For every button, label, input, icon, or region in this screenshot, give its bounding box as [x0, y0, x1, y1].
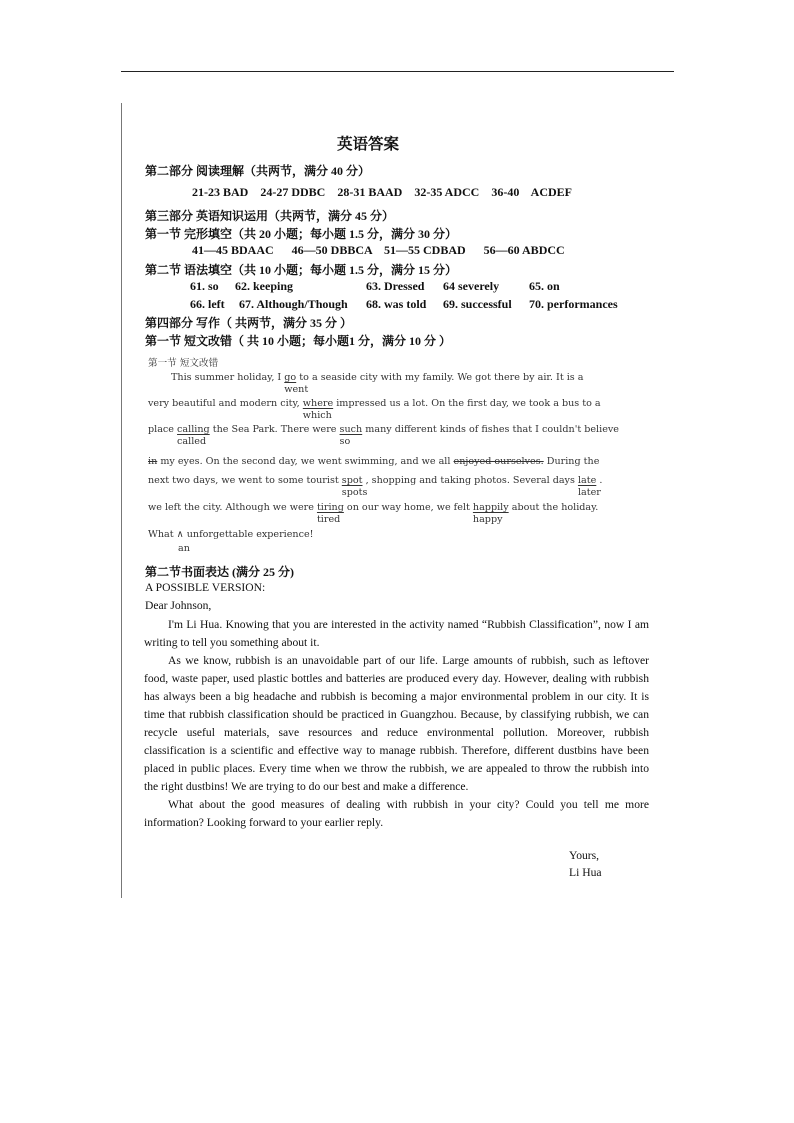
grammar-answer: 68. was told [366, 297, 427, 311]
proof-text: my eyes. On the second day, we went swimming, and we all [160, 456, 451, 467]
grammar-answer: 62. keeping [235, 279, 294, 293]
grammar-answer: 70. performances [529, 297, 618, 311]
part3-section1-answers: 41—45 BDAAC 46—50 DBBCA 51—55 CDBAD 56—60 ABDCC [192, 243, 565, 257]
part3-section2-heading: 第二节 语法填空（共 10 小题；每小题 1.5 分，满分 15 分） [145, 263, 458, 277]
proof-text: During the [546, 456, 600, 467]
proof-text: very beautiful and modern city, [148, 398, 300, 409]
proof-text: impressed us a lot. On the first day, we took a bus to a [336, 398, 601, 409]
grammar-answer: 69. successful [443, 297, 512, 311]
correction-mark [472, 502, 509, 525]
corrected-word: which [302, 410, 332, 421]
proof-text: we left the city. Although we were [148, 502, 314, 513]
deleted-word: in [148, 456, 158, 467]
proof-text: This summer holiday, I [171, 372, 282, 383]
corrected-word: happy [472, 514, 503, 525]
wrong-word: late [577, 475, 597, 486]
proof-text: , shopping and taking photos. Several days [365, 475, 575, 486]
part3-heading: 第三部分 英语知识运用（共两节，满分 45 分） [145, 209, 395, 223]
proof-line-5 [148, 475, 608, 498]
grammar-answer: 61. so [190, 279, 219, 293]
part3-section1-heading: 第一节 完形填空（共 20 小题；每小题 1.5 分，满分 30 分） [145, 227, 458, 241]
proof-line-3 [148, 424, 619, 447]
proof-text: the Sea Park. There were [212, 424, 337, 435]
grammar-answer: 64 severely [443, 279, 500, 293]
grammar-answer: 67. Although/Though [239, 297, 348, 311]
part4-heading: 第四部分 写作（ 共两节，满分 35 分 ） [145, 316, 353, 330]
proof-text: about the holiday. [511, 502, 599, 513]
top-rule [121, 71, 674, 72]
proof-line-4 [148, 456, 608, 467]
letter-paragraph: I'm Li Hua. Knowing that you are interested in the activity named “Rubbish Classification”, now I am writing to tell you something about it. [144, 618, 649, 649]
proof-text: on our way home, we felt [346, 502, 470, 513]
corrected-word: spots [341, 487, 368, 498]
correction-mark [177, 424, 210, 447]
proof-text: many different kinds of fishes that I couldn't believe [365, 424, 619, 435]
corrected-word: called [177, 436, 207, 447]
left-margin-rule [121, 103, 122, 898]
proofreading-label: 第一节 短文改错 [148, 358, 219, 369]
proof-line-2 [148, 398, 608, 421]
letter-paragraph: What about the good measures of dealing with rubbish in your city? Could you tell me more information? Looking forward to your earlier reply. [144, 798, 649, 829]
part4-section2-heading: 第二节书面表达 (满分 25 分) [145, 565, 294, 579]
wrong-word: calling [177, 424, 210, 435]
corrected-word: later [577, 487, 601, 498]
proof-text: What ∧ unforgettable experience! [148, 529, 314, 540]
correction-mark [341, 475, 368, 498]
correction-mark [302, 398, 334, 421]
correction-mark [577, 475, 601, 498]
letter-body [144, 616, 649, 832]
letter-closing: Yours, [569, 849, 600, 862]
correction-mark [339, 424, 363, 447]
wrong-word: where [302, 398, 334, 409]
letter-greeting: Dear Johnson, [145, 599, 212, 612]
wrong-word: tiring [316, 502, 344, 513]
deleted-word: enjoyed ourselves. [453, 456, 544, 467]
wrong-word: spot [341, 475, 363, 486]
grammar-answer: 63. Dressed [366, 279, 425, 293]
grammar-answer: 66. left [190, 297, 225, 311]
proof-text: next two days, we went to some tourist [148, 475, 339, 486]
grammar-answer: 65. on [529, 279, 560, 293]
wrong-word: such [339, 424, 363, 435]
page-title: 英语答案 [336, 136, 399, 153]
part4-section1-heading: 第一节 短文改错（ 共 10 小题；每小题1 分，满分 10 分 ） [145, 334, 452, 348]
proof-line-1 [148, 372, 631, 395]
wrong-word: go [284, 372, 297, 383]
correction-mark [284, 372, 309, 395]
possible-version-label: A POSSIBLE VERSION: [145, 581, 266, 594]
proof-text: place [148, 424, 174, 435]
correction-mark [316, 502, 344, 525]
letter-signature: Li Hua [569, 866, 602, 879]
part2-answers: 21-23 BAD 24-27 DDBC 28-31 BAAD 32-35 ADCC 36-40 ACDEF [192, 185, 572, 199]
letter-paragraph: As we know, rubbish is an unavoidable part of our life. Large amounts of rubbish, such as leftover food, waste paper, used plastic bottles and batteries are produced every day. However, dealing with rubbish has always been a big headache and rubbish is becoming a major environmental problem in our city. It is time that rubbish classification should be practiced in Guangzhou. Because, by classifying rubbish, we can recycle useful materials, save resources and reduce environmental pollution. Moreover, rubbish classification is a scientific and effective way to manage rubbish. Therefore, different dustbins have been placed in public places. Every time when we throw the rubbish, we are appealed to throw the rubbish into the right dustbins! We are trying to do our best and make a difference. [144, 654, 649, 793]
proof-text: . [599, 475, 603, 486]
proof-text: to a seaside city with my family. We got there by air. It is a [299, 372, 584, 383]
inserted-word: an [178, 543, 190, 554]
wrong-word: happily [472, 502, 509, 513]
part2-heading: 第二部分 阅读理解（共两节，满分 40 分） [145, 164, 371, 178]
proof-line-6 [148, 502, 608, 525]
proof-line-7 [148, 529, 608, 540]
corrected-word: went [284, 384, 309, 395]
corrected-word: so [339, 436, 351, 447]
corrected-word: tired [316, 514, 341, 525]
